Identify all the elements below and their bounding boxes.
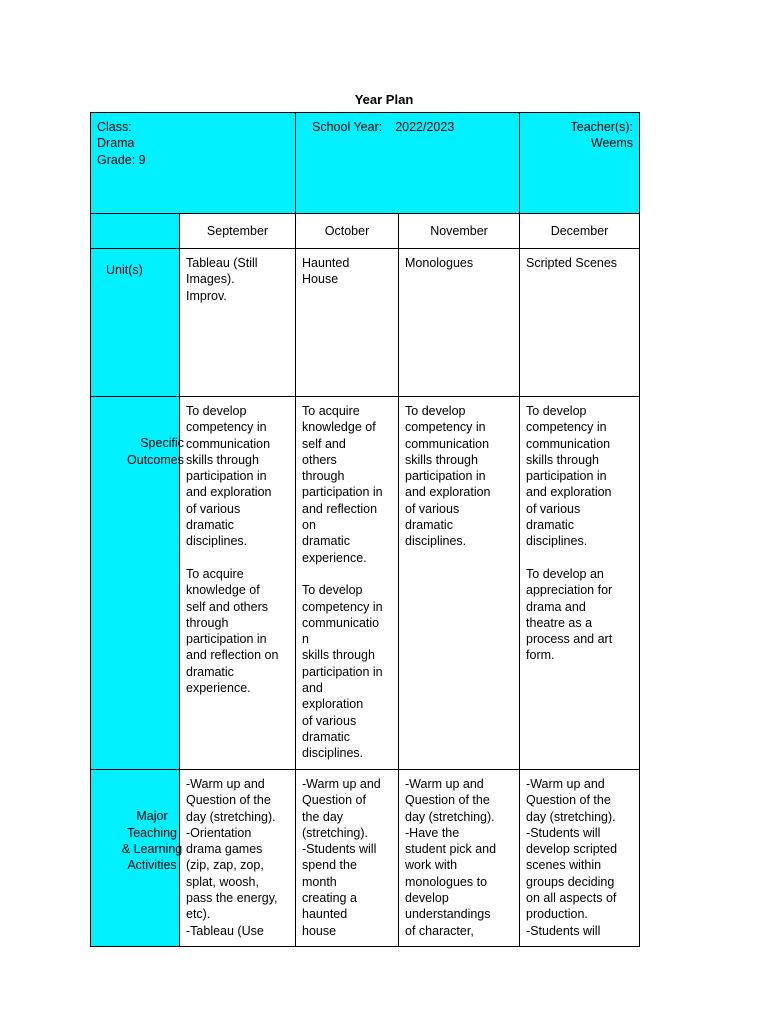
outcomes-label: Specific Outcomes: [127, 436, 184, 467]
months-row: [91, 214, 640, 249]
activities-cell-december: -Warm up and Question of the day (stretching). -Students will develop scripted scenes within groups deciding on all aspects of production. -Students will: [520, 770, 640, 947]
units-cell-september: Tableau (Still Images). Improv.: [180, 249, 296, 397]
class-info-cell: [91, 113, 296, 214]
activities-label-cell: [91, 770, 183, 947]
header-row: [91, 113, 640, 214]
page-title: Year Plan: [354, 92, 414, 107]
year-plan-table: [90, 112, 640, 947]
units-label-cell: [91, 249, 180, 397]
teacher-name: Weems: [590, 136, 634, 151]
outcomes-row: [91, 397, 640, 770]
school-year-value: 2022/2023: [395, 120, 455, 134]
units-cell-december: Scripted Scenes: [520, 249, 640, 397]
month-december: December: [520, 214, 640, 249]
units-cell-november: Monologues: [399, 249, 520, 397]
school-year-cell: [296, 113, 520, 214]
units-row: [91, 249, 640, 397]
outcomes-cell-october: To acquire knowledge of self and others through participation in and reflection on dramatic experience. To develop competency in communicatio n skills through participation in and exploration of various dramatic disciplines.: [296, 397, 399, 770]
outcomes-cell-november: To develop competency in communication skills through participation in and exploration of various dramatic disciplines.: [399, 397, 520, 770]
activities-row: [91, 770, 640, 947]
units-cell-october: Haunted House: [296, 249, 399, 397]
activities-cell-october: -Warm up and Question of the day (stretching). -Students will spend the month creating a haunted house: [296, 770, 399, 947]
units-label: Unit(s): [106, 263, 143, 277]
month-september: September: [180, 214, 296, 249]
class-label: Class:: [97, 120, 132, 134]
activities-cell-november: -Warm up and Question of the day (stretching). -Have the student pick and work with monologues to develop understandings of character,: [399, 770, 520, 947]
class-subject: Drama: [97, 136, 135, 151]
teacher-cell: [520, 113, 640, 214]
months-row-label: [91, 214, 180, 249]
outcomes-label-cell: [91, 397, 184, 770]
month-october: October: [296, 214, 399, 249]
school-year-label: School Year:: [312, 120, 383, 134]
outcomes-cell-december: To develop competency in communication skills through participation in and exploration of various dramatic disciplines. To develop an appreciation for drama and theatre as a process and art form.: [520, 397, 640, 770]
month-november: November: [399, 214, 520, 249]
teacher-label: Teacher(s):: [570, 120, 634, 134]
class-grade: Grade: 9: [97, 152, 146, 167]
outcomes-cell-september: To develop competency in communication skills through participation in and exploration of various dramatic disciplines. To acquire knowledge of self and others through participation in and reflection on dramatic experience.: [180, 397, 296, 770]
activities-cell-september: -Warm up and Question of the day (stretching). -Orientation drama games (zip, zap, zop, splat, woosh, pass the energy, etc). -Tableau (Use: [180, 770, 296, 947]
activities-label: Major Teaching & Learning Activities: [121, 809, 183, 873]
